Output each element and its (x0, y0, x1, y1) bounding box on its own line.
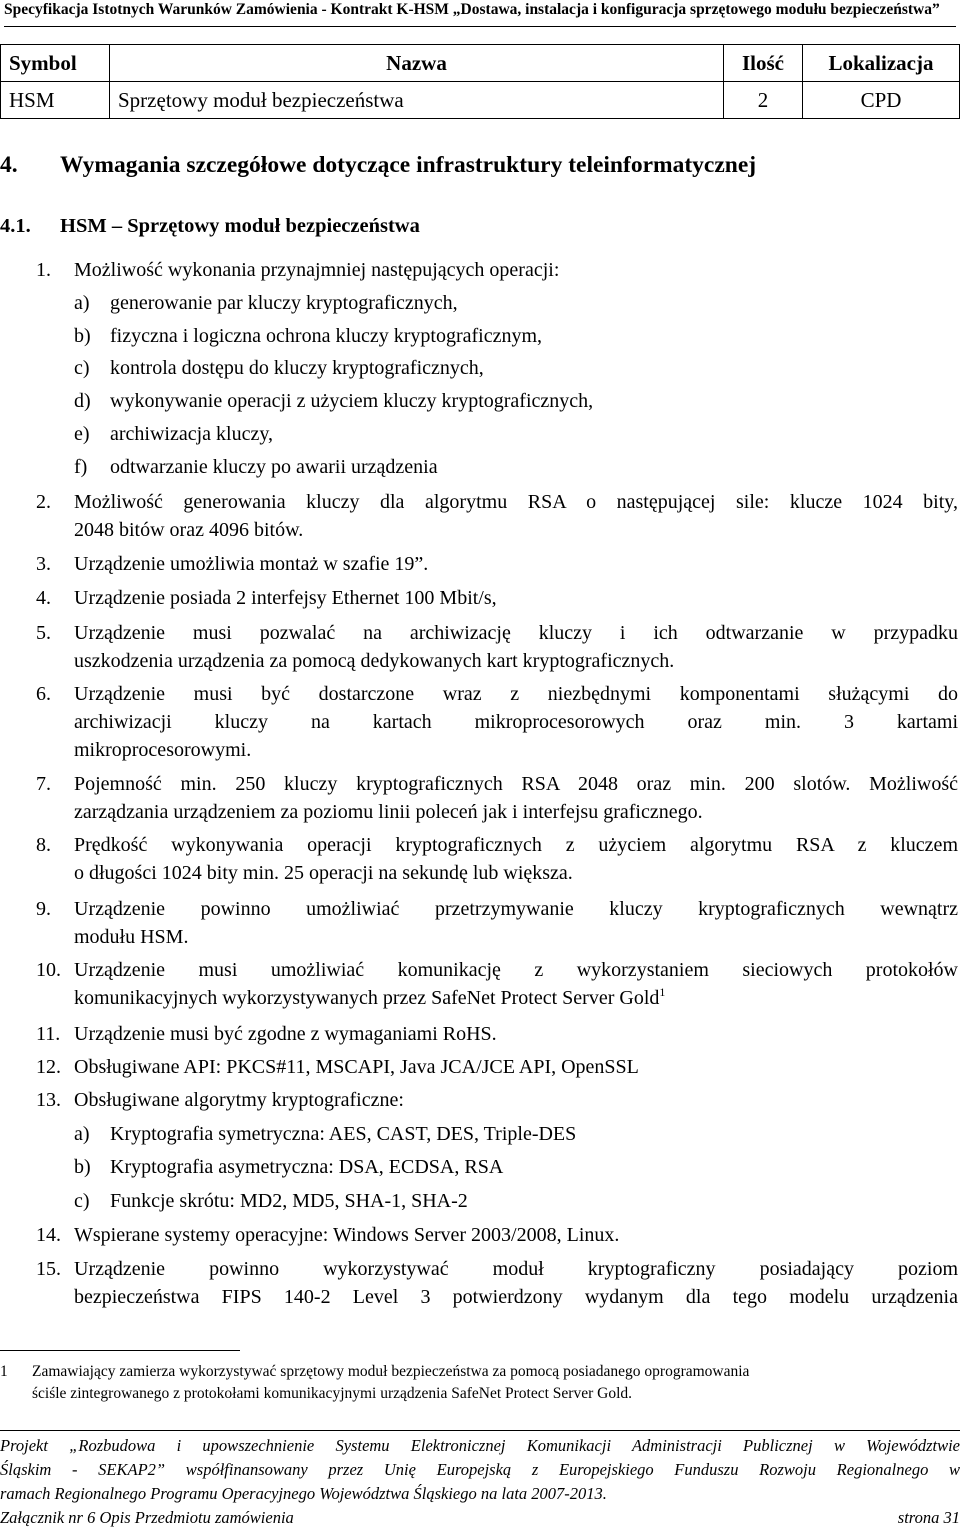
item-number: 3. (36, 553, 51, 575)
header-symbol: Symbol (1, 45, 110, 82)
sub-item-text: Kryptografia symetryczna: AES, CAST, DES, Triple-DES (110, 1123, 577, 1145)
footnote-line: Zamawiający zamierza wykorzystywać sprzętowy moduł bezpieczeństwa za pomocą posiadanego oprogramowania (32, 1363, 750, 1380)
sub-item-text: Kryptografia asymetryczna: DSA, ECDSA, RSA (110, 1156, 504, 1178)
item-text: Obsługiwane API: PKCS#11, MSCAPI, Java JCA/JCE API, OpenSSL (74, 1056, 639, 1078)
sub-item-text: fizyczna i logiczna ochrona kluczy kryptograficznym, (110, 325, 543, 347)
item-number: 9. (36, 898, 51, 920)
cell-name: Sprzętowy moduł bezpieczeństwa (110, 82, 724, 119)
footnote-line: ściśle zintegrowanego z protokołami komunikacyjnymi urządzenia SafeNet Protect Server Gold. (32, 1385, 633, 1402)
sub-item-letter: c) (74, 1190, 90, 1212)
cell-qty: 2 (724, 82, 803, 119)
item-text (74, 1255, 958, 1311)
item-text: Wspierane systemy operacyjne: Windows Server 2003/2008, Linux. (74, 1224, 620, 1246)
item-text (74, 488, 958, 544)
item-line: archiwizacji kluczy na kartach mikroprocesorowych oraz min. 3 kartami (74, 711, 958, 733)
footnote-text (32, 1361, 952, 1405)
item-number: 13. (36, 1089, 61, 1111)
sub-item-letter: f) (74, 456, 88, 478)
header-qty: Ilość (724, 45, 803, 82)
item-line: Urządzenie musi pozwalać na archiwizację kluczy i ich odtwarzanie w przypadku (74, 622, 958, 644)
running-header: Specyfikacja Istotnych Warunków Zamówienia - Kontrakt K-HSM „Dostawa, instalacja i konfiguracja sprzętowego modułu bezpieczeństwa” (4, 0, 956, 27)
item-line: mikroprocesorowymi. (74, 739, 252, 761)
item-text (74, 895, 958, 951)
item-number: 7. (36, 773, 51, 795)
cell-symbol: HSM (1, 82, 110, 119)
item-number: 8. (36, 834, 51, 856)
item-text: Urządzenie umożliwia montaż w szafie 19”. (74, 553, 429, 575)
item-text (74, 680, 958, 764)
item-line: Urządzenie musi być dostarczone wraz z niezbędnymi komponentami służącymi do (74, 683, 958, 705)
attachment-label: Załącznik nr 6 Opis Przedmiotu zamówienia (0, 1508, 294, 1527)
sub-item-letter: a) (74, 1123, 90, 1145)
item-number: 15. (36, 1258, 61, 1280)
item-line: zarządzania urządzeniem za poziomu linii poleceń jak i interfejsu graficznego. (74, 801, 703, 823)
item-line: Pojemność min. 250 kluczy kryptograficznych RSA 2048 oraz min. 200 slotów. Możliwość (74, 773, 958, 795)
table-row (1, 82, 960, 119)
table-header-row (1, 45, 960, 82)
footer-line: ramach Regionalnego Programu Operacyjnego Województwa Śląskiego na lata 2007-2013. (0, 1484, 607, 1503)
item-text: Obsługiwane algorytmy kryptograficzne: (74, 1089, 404, 1111)
item-line: o długości 1024 bity min. 25 operacji na sekundę lub większa. (74, 862, 573, 884)
subsection-title: HSM – Sprzętowy moduł bezpieczeństwa (60, 215, 420, 237)
item-text (74, 831, 958, 887)
item-line: modułu HSM. (74, 926, 189, 948)
footnote-separator (0, 1350, 240, 1351)
header-location: Lokalizacja (803, 45, 960, 82)
item-number: 1. (36, 259, 51, 281)
items-table (0, 44, 960, 119)
item-text (74, 770, 958, 826)
item-number: 4. (36, 587, 51, 609)
header-name: Nazwa (110, 45, 724, 82)
footer-line: Śląskim - SEKAP2” współfinansowany przez Unię Europejską z Europejskiego Funduszu Rozwoju Regionalnego w (0, 1460, 960, 1479)
sub-item-text: wykonywanie operacji z użyciem kluczy kryptograficznych, (110, 390, 594, 412)
item-number: 11. (36, 1023, 61, 1045)
sub-item-letter: c) (74, 357, 90, 379)
sub-item-text: odtwarzanie kluczy po awarii urządzenia (110, 456, 438, 478)
sub-item-letter: e) (74, 423, 90, 445)
subsection-number: 4.1. (0, 215, 31, 237)
item-number: 2. (36, 491, 51, 513)
item-number: 5. (36, 622, 51, 644)
item-line: Urządzenie musi umożliwiać komunikację z wykorzystaniem sieciowych protokołów (74, 959, 958, 981)
item-line: Prędkość wykonywania operacji kryptograficznych z użyciem algorytmu RSA z kluczem (74, 834, 958, 856)
section-number: 4. (0, 152, 18, 178)
item-line: Możliwość generowania kluczy dla algorytmu RSA o następującej sile: klucze 1024 bity, (74, 491, 958, 513)
cell-location: CPD (803, 82, 960, 119)
sub-item-text: Funkcje skrótu: MD2, MD5, SHA-1, SHA-2 (110, 1190, 468, 1212)
item-text: Możliwość wykonania przynajmniej następujących operacji: (74, 259, 560, 281)
item-number: 10. (36, 959, 61, 981)
section-title: Wymagania szczegółowe dotyczące infrastruktury teleinformatycznej (60, 152, 757, 178)
sub-item-letter: a) (74, 292, 90, 314)
item-line: bezpieczeństwa FIPS 140-2 Level 3 potwierdzony wydanym dla tego modelu urządzenia (74, 1286, 958, 1308)
item-text: Urządzenie posiada 2 interfejsy Ethernet 100 Mbit/s, (74, 587, 497, 609)
sub-item-letter: b) (74, 325, 91, 347)
section-heading (0, 152, 756, 179)
footer-line: Projekt „Rozbudowa i upowszechnienie Systemu Elektronicznej Komunikacji Administracji Publicznej w Województwie (0, 1436, 960, 1455)
item-line-text: komunikacyjnych wykorzystywanych przez SafeNet Protect Server Gold (74, 987, 660, 1009)
item-line (74, 984, 958, 1012)
footnote-ref[interactable]: 1 (659, 985, 666, 999)
footnote-number: 1 (0, 1363, 8, 1380)
item-line: Urządzenie powinno umożliwiać przetrzymywanie kluczy kryptograficznych wewnątrz (74, 898, 958, 920)
sub-item-text: kontrola dostępu do kluczy kryptograficznych, (110, 357, 484, 379)
item-text: Urządzenie musi być zgodne z wymaganiami RoHS. (74, 1023, 497, 1045)
footer-bottom-line (0, 1506, 960, 1530)
subsection-heading (0, 215, 420, 238)
sub-item-letter: d) (74, 390, 91, 412)
sub-item-letter: b) (74, 1156, 91, 1178)
item-text (74, 956, 958, 1012)
item-text (74, 619, 958, 675)
item-line: Urządzenie powinno wykorzystywać moduł kryptograficzny posiadający poziom (74, 1258, 958, 1280)
item-number: 6. (36, 683, 51, 705)
item-line: 2048 bitów oraz 4096 bitów. (74, 519, 304, 541)
sub-item-text: generowanie par kluczy kryptograficznych, (110, 292, 458, 314)
sub-item-text: archiwizacja kluczy, (110, 423, 274, 445)
page-footer (0, 1430, 960, 1530)
page-number: strona 31 (897, 1508, 960, 1527)
item-number: 12. (36, 1056, 61, 1078)
item-number: 14. (36, 1224, 61, 1246)
item-line: uszkodzenia urządzenia za pomocą dedykowanych kart kryptograficznych. (74, 650, 675, 672)
